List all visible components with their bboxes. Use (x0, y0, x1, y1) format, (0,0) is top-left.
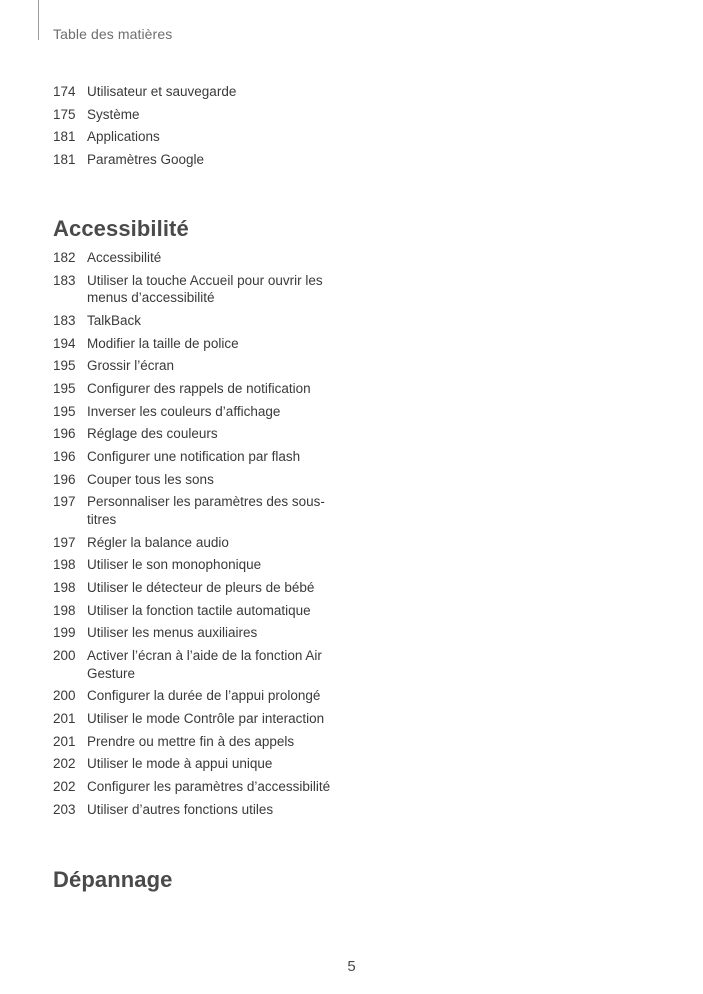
toc-page-number: 181 (53, 152, 76, 168)
toc-page-number: 183 (53, 312, 76, 328)
toc-entry-label: Utiliser le son monophonique (87, 557, 262, 573)
toc-page-number: 200 (53, 648, 76, 663)
toc-page-number: 202 (53, 778, 76, 794)
toc-entry[interactable] (53, 151, 343, 169)
toc-entry-label: Activer l’écran à l’aide de la fonction Air Gesture (87, 648, 322, 681)
toc-entry-label: Utiliser la touche Accueil pour ouvrir les menus d’accessibilité (87, 272, 323, 306)
toc-entry[interactable] (53, 106, 343, 124)
toc-entry[interactable] (53, 579, 343, 597)
toc-entry-label: Inverser les couleurs d’affichage (87, 403, 281, 419)
toc-entry[interactable] (53, 335, 343, 353)
toc-page-number: 198 (53, 602, 76, 618)
toc-entry-label: Grossir l’écran (87, 358, 175, 374)
toc-entry[interactable] (53, 647, 343, 682)
toc-entry-label: Utiliser le mode à appui unique (87, 756, 273, 772)
toc-entry[interactable] (53, 312, 343, 330)
toc-entry[interactable] (53, 624, 343, 642)
toc-page-number: 196 (53, 449, 76, 464)
toc-entry[interactable] (53, 448, 343, 466)
toc-entry-label: Utiliser d’autres fonctions utiles (87, 801, 274, 817)
toc-entry[interactable] (53, 471, 343, 489)
toc-page-number: 181 (53, 129, 76, 145)
toc-entry[interactable] (53, 403, 343, 421)
toc-entry-label: Applications (87, 129, 160, 145)
toc-entry-label: Modifier la taille de police (87, 335, 239, 351)
page-number: 5 (347, 958, 356, 975)
toc-entry-label: Utiliser le détecteur de pleurs de bébé (87, 579, 315, 595)
toc-entry-label: Utiliser le mode Contrôle par interaction (87, 710, 325, 726)
toc-entry[interactable] (53, 534, 343, 552)
toc-page-number: 195 (53, 403, 76, 419)
toc-entry-label: Paramètres Google (87, 152, 205, 168)
toc-entry-label: TalkBack (87, 312, 142, 328)
toc-page-number: 198 (53, 557, 76, 573)
toc-entry[interactable] (53, 425, 343, 443)
header-divider (38, 0, 39, 40)
toc-entry-label: Système (87, 106, 140, 122)
page-header-title: Table des matières (53, 26, 173, 42)
toc-page-number: 182 (53, 250, 76, 265)
toc-entry[interactable] (53, 249, 343, 267)
toc-page-number: 183 (53, 272, 76, 288)
toc-entry[interactable] (53, 733, 343, 751)
toc-page-number: 194 (53, 335, 76, 351)
toc-page-number: 201 (53, 733, 76, 749)
section-heading-troubleshooting: Dépannage (53, 867, 173, 892)
toc-entry[interactable] (53, 380, 343, 398)
toc-entry-label: Personnaliser les paramètres des sous-titres (87, 494, 325, 527)
toc-entry[interactable] (53, 602, 343, 620)
toc-page-number: 198 (53, 579, 76, 595)
toc-page-number: 197 (53, 494, 76, 510)
toc-list-settings (53, 83, 343, 174)
toc-page-number: 200 (53, 688, 76, 704)
toc-page-number: 196 (53, 471, 76, 487)
toc-page-number: 197 (53, 534, 76, 550)
toc-entry-label: Configurer des rappels de notification (87, 380, 311, 396)
toc-page-number: 201 (53, 710, 76, 726)
toc-page-number: 195 (53, 358, 76, 374)
toc-entry-label: Accessibilité (87, 250, 162, 265)
section-heading-accessibility: Accessibilité (53, 216, 189, 241)
toc-entry-label: Utiliser la fonction tactile automatique (87, 602, 311, 618)
toc-entry[interactable] (53, 493, 343, 528)
toc-entry-label: Couper tous les sons (87, 471, 214, 487)
toc-list-accessibility (53, 249, 343, 823)
toc-entry-label: Utiliser les menus auxiliaires (87, 625, 258, 641)
toc-entry[interactable] (53, 778, 343, 796)
toc-page-number: 202 (53, 756, 76, 772)
toc-entry[interactable] (53, 687, 343, 705)
toc-entry-label: Configurer la durée de l’appui prolongé (87, 688, 321, 704)
toc-entry-label: Utilisateur et sauvegarde (87, 84, 237, 99)
toc-entry[interactable] (53, 556, 343, 574)
toc-page-number: 174 (53, 84, 76, 99)
toc-page-number: 199 (53, 625, 76, 641)
toc-entry[interactable] (53, 755, 343, 773)
toc-page-number: 175 (53, 106, 76, 122)
toc-entry[interactable] (53, 357, 343, 375)
toc-page-number: 195 (53, 380, 76, 396)
toc-page-number: 196 (53, 426, 76, 442)
toc-entry-label: Régler la balance audio (87, 534, 229, 550)
toc-entry[interactable] (53, 83, 343, 101)
toc-page-number: 203 (53, 801, 76, 817)
toc-entry-label: Configurer les paramètres d’accessibilité (87, 778, 331, 794)
toc-entry-label: Réglage des couleurs (87, 426, 218, 442)
toc-entry[interactable] (53, 710, 343, 728)
toc-entry[interactable] (53, 128, 343, 146)
toc-entry[interactable] (53, 801, 343, 819)
toc-entry-label: Configurer une notification par flash (87, 449, 301, 464)
toc-entry[interactable] (53, 272, 343, 307)
toc-entry-label: Prendre ou mettre fin à des appels (87, 733, 295, 749)
